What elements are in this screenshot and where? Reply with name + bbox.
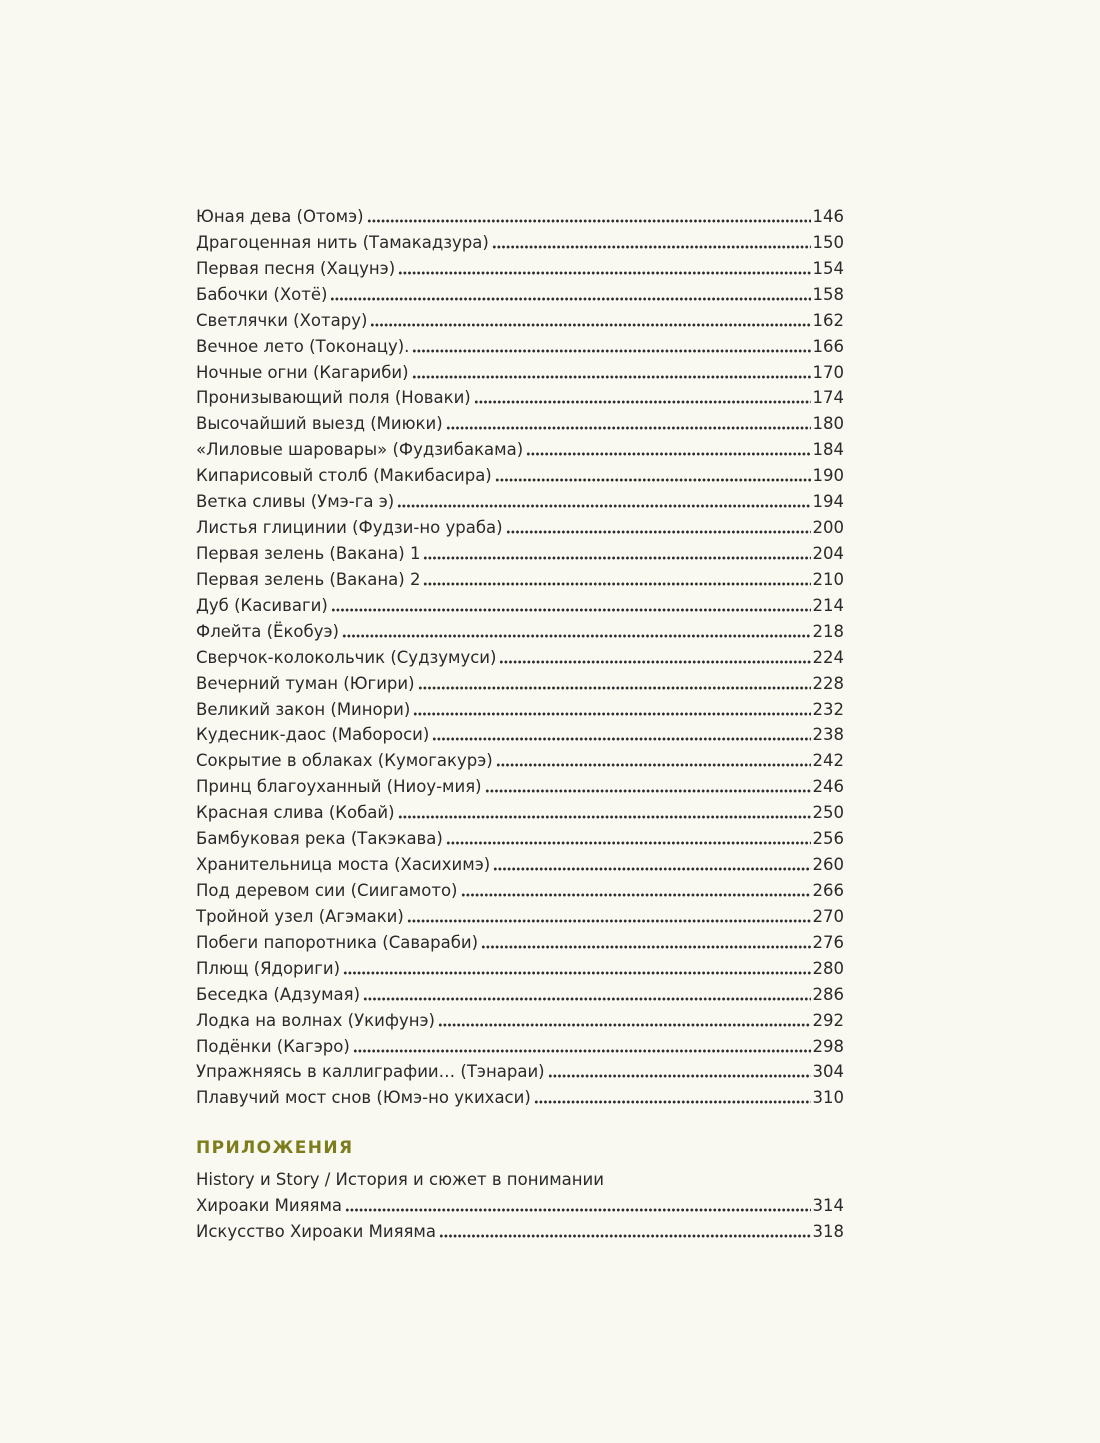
toc-entry — [196, 1059, 844, 1085]
dot-leader — [343, 971, 810, 975]
dot-leader — [438, 1023, 811, 1027]
toc-entry-title: Беседка (Адзумая) — [196, 984, 361, 1004]
toc-entry — [196, 515, 844, 541]
dot-leader — [413, 712, 810, 716]
dot-leader — [418, 686, 811, 690]
dot-leader — [548, 1074, 811, 1078]
toc-entry-title: Хранительница моста (Хасихимэ) — [196, 855, 491, 875]
toc-entry-page-number: 166 — [812, 336, 844, 356]
dot-leader — [493, 867, 810, 871]
toc-entry — [196, 567, 844, 593]
toc-entry-page-number: 174 — [812, 388, 844, 408]
toc-entry-page-number: 190 — [812, 466, 844, 486]
toc-entry-title: Под деревом сии (Сиигамото) — [196, 880, 458, 900]
dot-leader — [412, 349, 810, 353]
dot-leader — [423, 582, 810, 586]
dot-leader — [353, 1049, 811, 1053]
toc-entry-title: Ночные огни (Кагариби) — [196, 362, 409, 382]
dot-leader — [474, 400, 811, 404]
toc-entry-page-number: 180 — [812, 414, 844, 434]
toc-entry — [196, 930, 844, 956]
toc-entry-page-number: 304 — [812, 1062, 844, 1082]
toc-entry — [196, 1008, 844, 1034]
toc-entry — [196, 437, 844, 463]
toc-entry-title: Хироаки Мияяма — [196, 1196, 343, 1216]
appendix-heading: ПРИЛОЖЕНИЯ — [196, 1138, 354, 1159]
toc-entry-title: Подёнки (Кагэро) — [196, 1036, 350, 1056]
dot-leader — [506, 530, 811, 534]
toc-entry — [196, 282, 844, 308]
toc-entry-page-number: 210 — [812, 569, 844, 589]
toc-entry-page-number: 228 — [812, 673, 844, 693]
toc-entry — [196, 385, 844, 411]
dot-leader — [412, 375, 811, 379]
dot-leader — [397, 504, 810, 508]
dot-leader — [499, 660, 810, 664]
toc-entry-title: Пронизывающий поля (Новаки) — [196, 388, 471, 408]
dot-leader — [496, 763, 811, 767]
toc-entry-title: Упражняясь в каллиграфии… (Тэнараи) — [196, 1062, 545, 1082]
toc-entry-title: Принц благоуханный (Ниоу-мия) — [196, 777, 482, 797]
toc-entry — [196, 748, 844, 774]
toc-entry-page-number: 242 — [812, 751, 844, 771]
dot-leader — [423, 556, 810, 560]
toc-entry — [196, 956, 844, 982]
toc-entry-title: Тройной узел (Агэмаки) — [196, 906, 404, 926]
toc-entry-page-number: 280 — [812, 958, 844, 978]
toc-entry-page-number: 232 — [812, 699, 844, 719]
toc-entry-page-number: 256 — [812, 829, 844, 849]
dot-leader — [367, 219, 811, 223]
appendix-entry-line: History и Story / История и сюжет в понимании — [196, 1170, 604, 1190]
dot-leader — [534, 1100, 811, 1104]
toc-entry-page-number: 146 — [812, 207, 844, 226]
toc-entry — [196, 619, 844, 645]
toc-entry-title: Кипарисовый столб (Макибасира) — [196, 466, 492, 486]
toc-entry-page-number: 276 — [812, 932, 844, 952]
toc-entry-title: Бамбуковая река (Такэкава) — [196, 829, 443, 849]
table-of-contents — [196, 204, 844, 1245]
toc-entry — [196, 230, 844, 256]
toc-entry-title: Искусство Хироаки Мияяма — [196, 1222, 436, 1242]
toc-entry — [196, 204, 844, 230]
toc-entry — [196, 774, 844, 800]
toc-entry — [196, 722, 844, 748]
dot-leader — [439, 1234, 811, 1238]
toc-entry-title: Плющ (Ядориги) — [196, 958, 341, 978]
toc-entry — [196, 1219, 844, 1245]
toc-entry — [196, 645, 844, 671]
toc-entry-title: Побеги папоротника (Савараби) — [196, 932, 479, 952]
toc-entry — [196, 1085, 844, 1111]
toc-entry-page-number: 298 — [812, 1036, 844, 1056]
toc-entry — [196, 671, 844, 697]
toc-entry-page-number: 154 — [812, 258, 844, 278]
toc-entry-title: Сверчок-колокольчик (Судзумуси) — [196, 647, 497, 667]
toc-entry-title: Флейта (Ёкобуэ) — [196, 621, 339, 641]
toc-entry-title: Листья глицинии (Фудзи-но ураба) — [196, 518, 503, 538]
dot-leader — [407, 919, 811, 923]
toc-entry-page-number: 266 — [812, 880, 844, 900]
toc-entry — [196, 800, 844, 826]
toc-entry-page-number: 214 — [812, 595, 844, 615]
toc-entry-title: Великий закон (Минори) — [196, 699, 411, 719]
toc-list — [196, 204, 844, 1111]
dot-leader — [492, 245, 811, 249]
toc-entry-title: Ветка сливы (Умэ-га э) — [196, 492, 395, 512]
toc-entry-page-number: 194 — [812, 492, 844, 512]
dot-leader — [446, 426, 811, 430]
toc-entry-page-number: 162 — [812, 310, 844, 330]
toc-entry-page-number: 292 — [812, 1010, 844, 1030]
toc-entry-page-number: 260 — [812, 855, 844, 875]
toc-entry-title: Кудесник-даос (Мабороси) — [196, 725, 430, 745]
appendix-list — [196, 1193, 844, 1245]
toc-entry-page-number: 200 — [812, 518, 844, 538]
toc-entry-page-number: 314 — [812, 1196, 844, 1216]
dot-leader — [363, 997, 810, 1001]
toc-entry-page-number: 150 — [812, 232, 844, 252]
toc-entry-page-number: 250 — [812, 803, 844, 823]
toc-entry — [196, 334, 844, 360]
toc-entry — [196, 878, 844, 904]
toc-entry — [196, 256, 844, 282]
toc-entry — [196, 411, 844, 437]
toc-entry — [196, 1034, 844, 1060]
dot-leader — [331, 608, 811, 612]
dot-leader — [495, 478, 811, 482]
toc-entry — [196, 1193, 844, 1219]
dot-leader — [432, 737, 810, 741]
toc-entry-title: Бабочки (Хотё) — [196, 284, 328, 304]
toc-entry-page-number: 158 — [812, 284, 844, 304]
toc-entry — [196, 463, 844, 489]
toc-entry-title: Юная дева (Отомэ) — [196, 207, 364, 226]
dot-leader — [345, 1208, 810, 1212]
toc-entry-title: Вечное лето (Токонацу). — [196, 336, 410, 356]
toc-entry-page-number: 310 — [812, 1088, 844, 1108]
toc-entry-page-number: 204 — [812, 543, 844, 563]
dot-leader — [461, 893, 811, 897]
toc-entry-title: Первая зелень (Вакана) 2 — [196, 569, 421, 589]
toc-entry — [196, 360, 844, 386]
dot-leader — [330, 297, 810, 301]
toc-entry-title: Плавучий мост снов (Юмэ-но укихаси) — [196, 1088, 531, 1108]
toc-entry-title: Сокрытие в облаках (Кумогакурэ) — [196, 751, 493, 771]
toc-entry-page-number: 286 — [812, 984, 844, 1004]
toc-entry — [196, 826, 844, 852]
toc-entry-page-number: 170 — [812, 362, 844, 382]
dot-leader — [446, 841, 811, 845]
dot-leader — [398, 815, 811, 819]
dot-leader — [370, 323, 810, 327]
toc-entry — [196, 982, 844, 1008]
toc-entry-title: Высочайший выезд (Миюки) — [196, 414, 443, 434]
toc-entry — [196, 852, 844, 878]
toc-entry-page-number: 246 — [812, 777, 844, 797]
toc-entry-page-number: 238 — [812, 725, 844, 745]
toc-entry — [196, 697, 844, 723]
dot-leader — [481, 945, 810, 949]
toc-entry-page-number: 218 — [812, 621, 844, 641]
toc-entry-title: Первая песня (Хацунэ) — [196, 258, 396, 278]
toc-entry-page-number: 318 — [812, 1222, 844, 1242]
toc-entry-title: Первая зелень (Вакана) 1 — [196, 543, 421, 563]
toc-entry-page-number: 184 — [812, 440, 844, 460]
toc-entry — [196, 593, 844, 619]
toc-entry-title: «Лиловые шаровары» (Фудзибакама) — [196, 440, 524, 460]
dot-leader — [342, 634, 811, 638]
toc-entry-title: Лодка на волнах (Укифунэ) — [196, 1010, 435, 1030]
toc-entry — [196, 541, 844, 567]
toc-entry — [196, 904, 844, 930]
toc-entry-title: Красная слива (Кобай) — [196, 803, 395, 823]
toc-entry-page-number: 224 — [812, 647, 844, 667]
toc-entry-title: Светлячки (Хотару) — [196, 310, 368, 330]
dot-leader — [526, 452, 810, 456]
toc-entry-title: Драгоценная нить (Тамакадзура) — [196, 232, 489, 252]
toc-entry-title: Вечерний туман (Югири) — [196, 673, 415, 693]
toc-entry-title: Дуб (Касиваги) — [196, 595, 328, 615]
dot-leader — [398, 271, 810, 275]
toc-entry — [196, 489, 844, 515]
dot-leader — [485, 789, 811, 793]
toc-entry — [196, 308, 844, 334]
toc-entry-page-number: 270 — [812, 906, 844, 926]
